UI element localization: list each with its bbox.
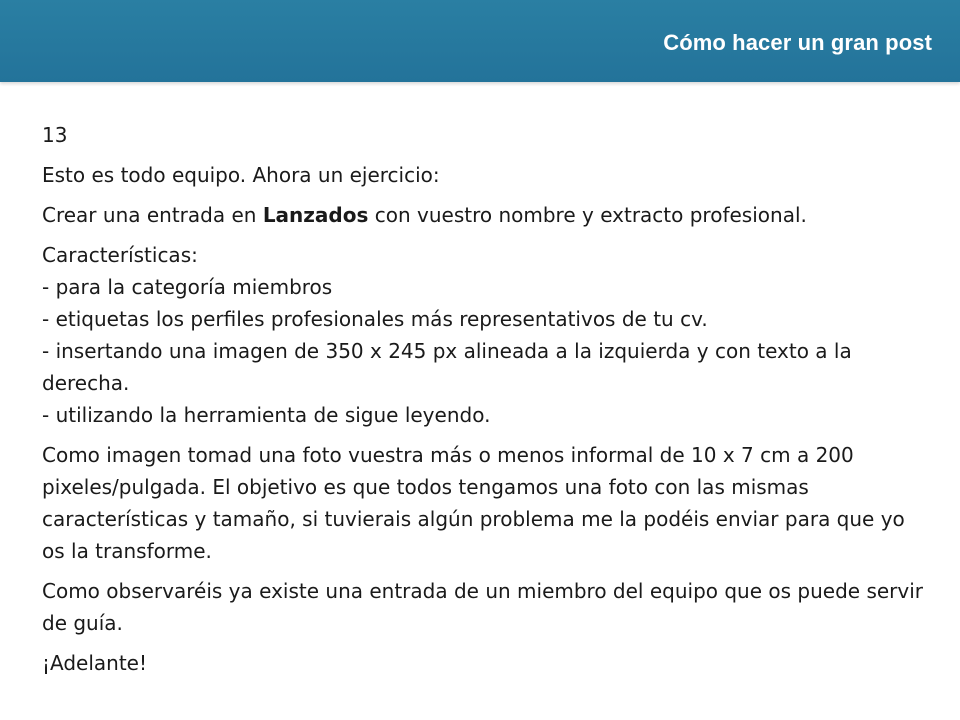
task-text-before: Crear una entrada en — [42, 203, 263, 227]
intro-text: Esto es todo equipo. Ahora un ejercicio: — [42, 163, 440, 187]
image-paragraph: Como imagen tomad una foto vuestra más o menos informal de 10 x 7 cm a 200 pixeles/pulgada. El objetivo es que todos tengamos una foto con las mismas características y tamaño, si tuvierais algún problema me la podéis enviar para que yo os la transforme. — [42, 443, 905, 563]
guide-paragraph: Como observaréis ya existe una entrada de un miembro del equipo que os puede servir de guía. — [42, 579, 924, 635]
slide-number: 13 — [42, 123, 68, 147]
task-text — [42, 199, 932, 231]
feature-item: - utilizando la herramienta de sigue leyendo. — [42, 403, 491, 427]
slide-content — [42, 119, 932, 687]
features-block — [42, 239, 932, 431]
slide-title: Cómo hacer un gran post — [663, 30, 932, 55]
feature-item: - etiquetas los perfiles profesionales más representativos de tu cv. — [42, 307, 708, 331]
header-bar — [0, 0, 960, 82]
task-text-bold: Lanzados — [262, 203, 369, 227]
feature-item: - para la categoría miembros — [42, 275, 333, 299]
closing-text: ¡Adelante! — [42, 651, 147, 675]
task-text-after: con vuestro nombre y extracto profesional. — [368, 203, 807, 227]
feature-item: - insertando una imagen de 350 x 245 px alineada a la izquierda y con texto a la derecha. — [42, 339, 852, 395]
features-heading: Características: — [42, 243, 198, 267]
